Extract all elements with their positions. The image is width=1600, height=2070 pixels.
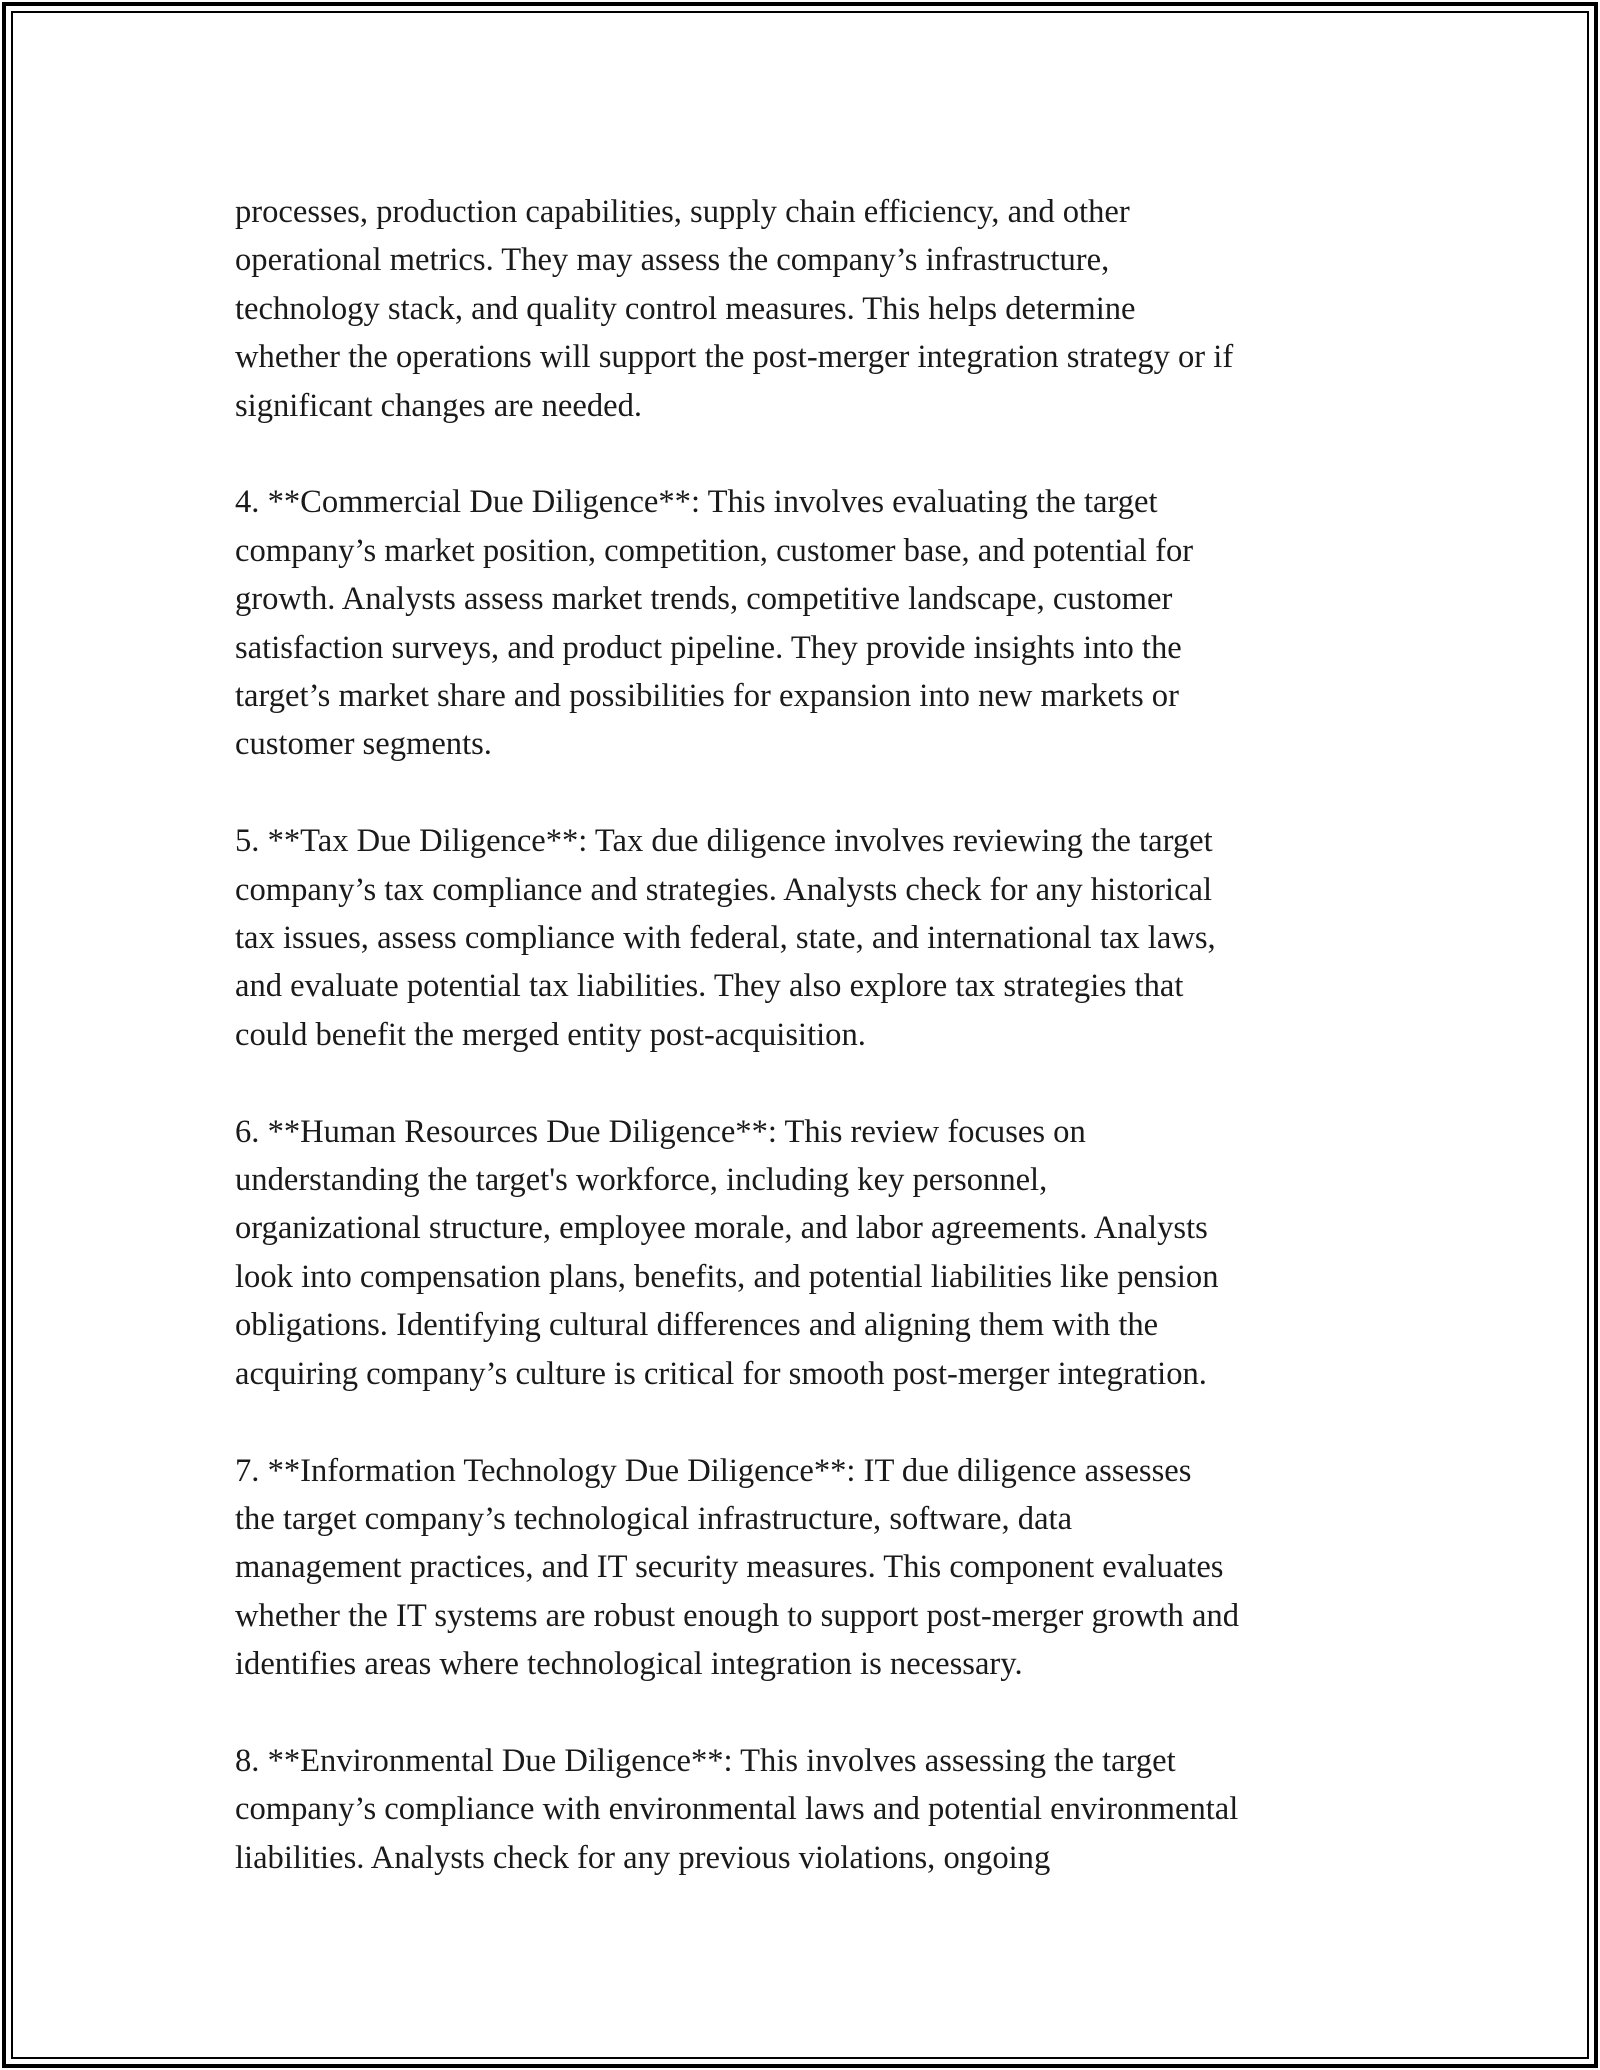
text-line: acquiring company’s culture is critical for smooth post-merger integration. <box>235 1355 1207 1392</box>
text-line: the target company’s technological infrastructure, software, data <box>235 1500 1073 1537</box>
text-line: operational metrics. They may assess the company’s infrastructure, <box>235 242 1110 279</box>
text-line: company’s compliance with environmental laws and potential environmental <box>235 1791 1239 1828</box>
text-line: customer segments. <box>235 726 492 763</box>
paragraph-tax-due-diligence <box>235 817 1385 1059</box>
text-line: tax issues, assess compliance with federal, state, and international tax laws, <box>235 920 1216 957</box>
text-line: processes, production capabilities, supply chain efficiency, and other <box>235 194 1130 230</box>
text-line: management practices, and IT security measures. This component evaluates <box>235 1549 1224 1586</box>
text-line: identifies areas where technological integration is necessary. <box>235 1646 1023 1683</box>
text-line: obligations. Identifying cultural differences and aligning them with the <box>235 1307 1159 1344</box>
text-line: liabilities. Analysts check for any previous violations, ongoing <box>235 1839 1051 1876</box>
text-line: look into compensation plans, benefits, and potential liabilities like pension <box>235 1258 1219 1295</box>
text-line: understanding the target's workforce, including key personnel, <box>235 1162 1048 1199</box>
text-line: 7. **Information Technology Due Diligence**: IT due diligence assesses <box>235 1452 1192 1489</box>
paragraph-environmental-due-diligence <box>235 1737 1385 1882</box>
text-line: 4. **Commercial Due Diligence**: This involves evaluating the target <box>235 484 1158 521</box>
text-line: target’s market share and possibilities for expansion into new markets or <box>235 678 1179 715</box>
paragraph-operational-continued <box>235 188 1385 430</box>
text-line: organizational structure, employee morale, and labor agreements. Analysts <box>235 1210 1208 1247</box>
text-line: whether the IT systems are robust enough to support post-merger growth and <box>235 1597 1239 1634</box>
text-line: satisfaction surveys, and product pipeline. They provide insights into the <box>235 629 1182 666</box>
text-line: could benefit the merged entity post-acquisition. <box>235 1016 866 1053</box>
text-line: growth. Analysts assess market trends, competitive landscape, customer <box>235 581 1173 618</box>
text-line: company’s tax compliance and strategies. Analysts check for any historical <box>235 871 1213 908</box>
document-body <box>235 188 1385 1931</box>
text-line: company’s market position, competition, customer base, and potential for <box>235 532 1194 569</box>
text-line: and evaluate potential tax liabilities. They also explore tax strategies that <box>235 968 1184 1005</box>
text-line: 5. **Tax Due Diligence**: Tax due diligence involves reviewing the target <box>235 823 1213 860</box>
text-line: technology stack, and quality control measures. This helps determine <box>235 290 1136 327</box>
text-line: 6. **Human Resources Due Diligence**: This review focuses on <box>235 1113 1086 1150</box>
paragraph-commercial-due-diligence <box>235 478 1385 768</box>
text-line: significant changes are needed. <box>235 387 643 424</box>
paragraph-it-due-diligence <box>235 1447 1385 1689</box>
text-line: 8. **Environmental Due Diligence**: This involves assessing the target <box>235 1742 1176 1779</box>
paragraph-hr-due-diligence <box>235 1108 1385 1398</box>
text-line: whether the operations will support the post-merger integration strategy or if <box>235 339 1234 376</box>
